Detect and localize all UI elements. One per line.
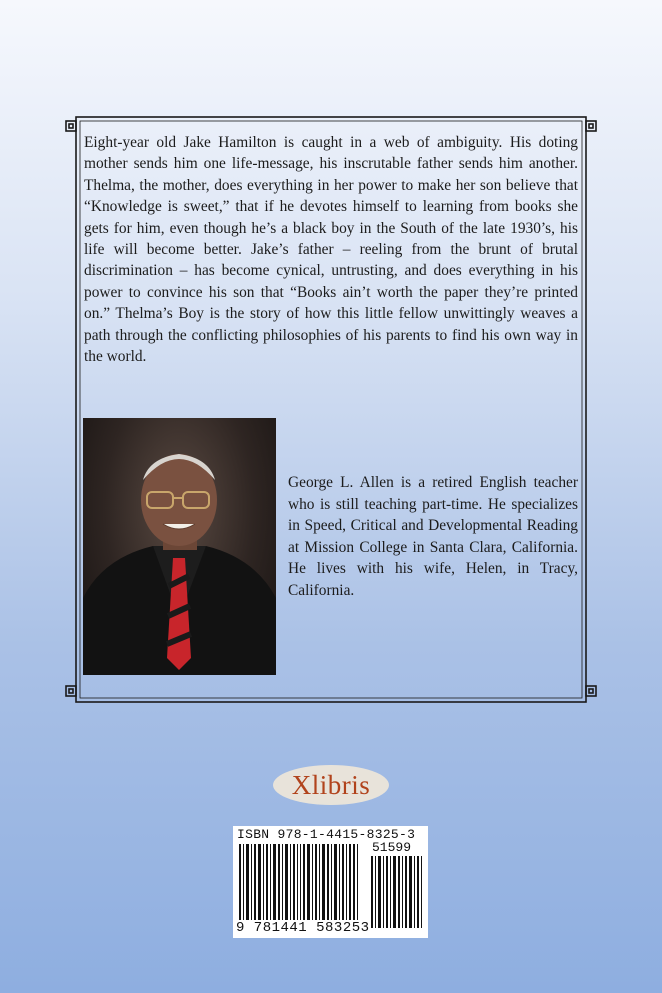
book-blurb: Eight-year old Jake Hamilton is caught in a web of ambiguity. His doting mother sends him one life-message, his inscrutable father sends him another. Thelma, the mother, does everything in her power to make her son believe that “Knowledge is sweet,” that if he devotes himself to learning from books she gets for him, even though he’s a black boy in the South of the late 1930’s, his life will become better. Jake’s father – reeling from the brunt of brutal discrimination – has become cynical, untrusting, and does everything in his power to convince his son that “Books ain’t worth the paper they’re printed on.” Thelma’s Boy is the story of how this little fellow unwittingly weaves a path through the conflicting philosophies of his parents to find his own way in the world.: [84, 134, 578, 366]
barcode-digits: 9 781441 583253: [236, 920, 370, 936]
publisher-logo-text: Xlibris: [291, 770, 371, 800]
author-bio: George L. Allen is a retired English teacher who is still teaching part-time. He specializes in Speed, Critical and Developmental Reading at Mission College in Santa Clara, California. He lives with his wife, Helen, in Tracy, California.: [288, 474, 578, 599]
isbn-barcode: [233, 826, 428, 938]
publisher-logo: [271, 762, 391, 808]
isbn-label: ISBN 978-1-4415-8325-3: [237, 827, 416, 842]
author-photo: [83, 418, 276, 675]
price-code: 51599: [372, 840, 412, 855]
